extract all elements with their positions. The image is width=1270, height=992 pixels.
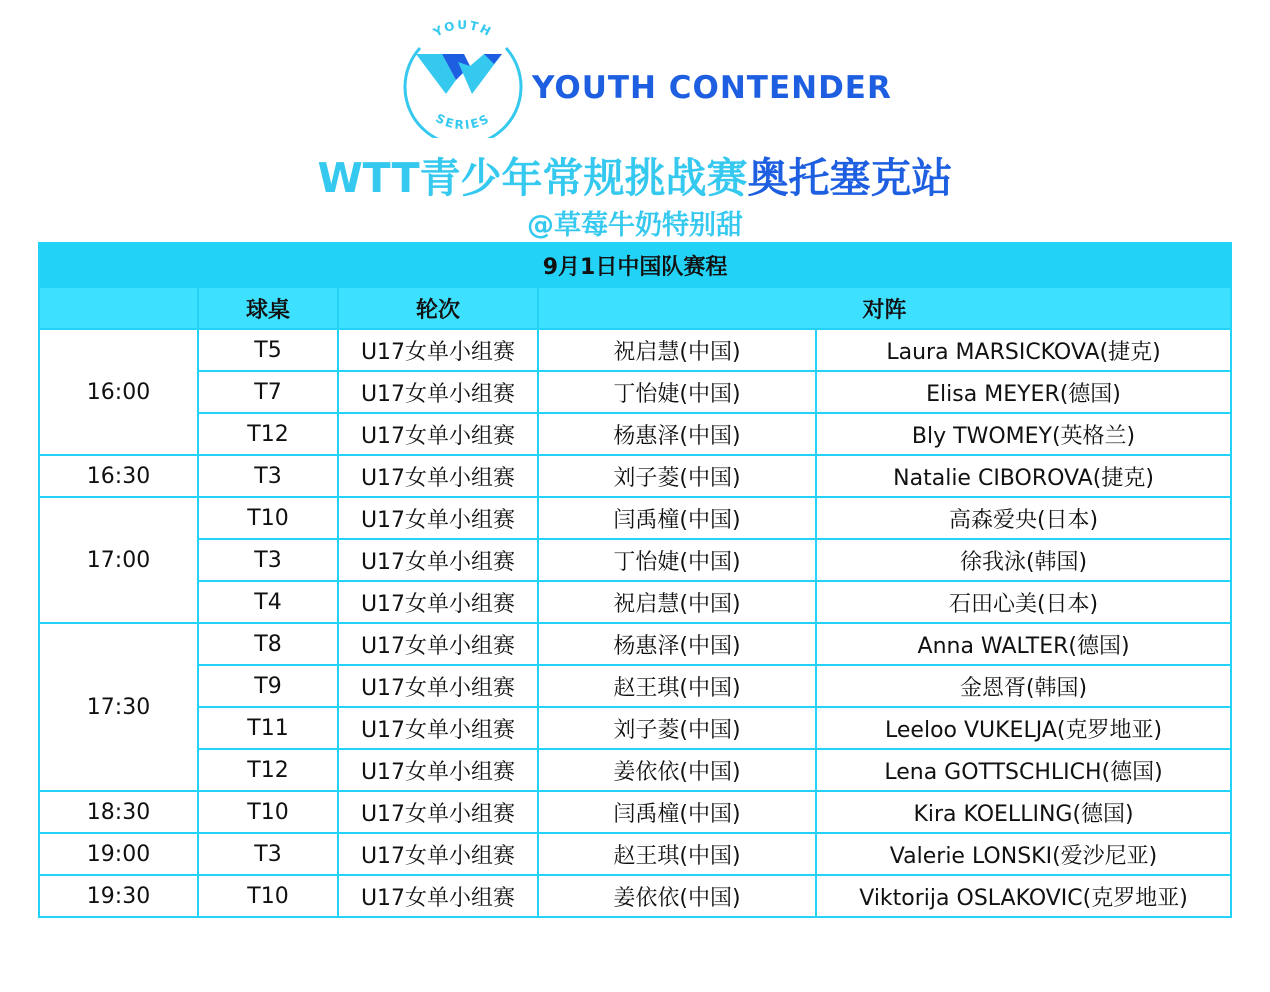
cell-table: T3: [198, 539, 338, 581]
logo-emblem: [398, 8, 528, 138]
cell-player: 祝启慧(中国): [538, 329, 816, 371]
cell-table: T3: [198, 833, 338, 875]
cell-round: U17女单小组赛: [338, 791, 538, 833]
table-row: [39, 833, 1231, 875]
cell-table: T11: [198, 707, 338, 749]
table-row: [39, 539, 1231, 581]
table-row: [39, 623, 1231, 665]
cell-player: 祝启慧(中国): [538, 581, 816, 623]
cell-round: U17女单小组赛: [338, 665, 538, 707]
cell-table: T10: [198, 791, 338, 833]
table-row: [39, 665, 1231, 707]
cell-time: 17:00: [39, 497, 198, 623]
cell-table: T12: [198, 413, 338, 455]
cell-opponent: Anna WALTER(德国): [816, 623, 1231, 665]
header-time: [39, 287, 198, 329]
cell-player: 姜依依(中国): [538, 749, 816, 791]
header-matchup: 对阵: [538, 287, 1231, 329]
table-banner-row: [39, 243, 1231, 287]
cell-opponent: Elisa MEYER(德国): [816, 371, 1231, 413]
cell-opponent: Kira KOELLING(德国): [816, 791, 1231, 833]
logo-wordmark: YOUTH CONTENDER: [532, 70, 892, 106]
cell-player: 杨惠泽(中国): [538, 623, 816, 665]
cell-round: U17女单小组赛: [338, 329, 538, 371]
cell-table: T12: [198, 749, 338, 791]
cell-round: U17女单小组赛: [338, 875, 538, 917]
cell-table: T7: [198, 371, 338, 413]
cell-opponent: 徐我泳(韩国): [816, 539, 1231, 581]
cell-opponent: Valerie LONSKI(爱沙尼亚): [816, 833, 1231, 875]
cell-opponent: Viktorija OSLAKOVIC(克罗地亚): [816, 875, 1231, 917]
cell-table: T9: [198, 665, 338, 707]
header-table: 球桌: [198, 287, 338, 329]
cell-table: T3: [198, 455, 338, 497]
cell-time: 18:30: [39, 791, 198, 833]
author-handle: @草莓牛奶特别甜: [527, 210, 743, 241]
cell-opponent: Leeloo VUKELJA(克罗地亚): [816, 707, 1231, 749]
cell-opponent: Laura MARSICKOVA(捷克): [816, 329, 1231, 371]
cell-table: T4: [198, 581, 338, 623]
cell-player: 赵王琪(中国): [538, 833, 816, 875]
cell-time: 19:30: [39, 875, 198, 917]
cell-player: 丁怡婕(中国): [538, 539, 816, 581]
cell-player: 刘子菱(中国): [538, 455, 816, 497]
table-row: [39, 875, 1231, 917]
cell-table: T10: [198, 875, 338, 917]
table-row: [39, 791, 1231, 833]
cell-player: 杨惠泽(中国): [538, 413, 816, 455]
cell-opponent: 金恩胥(韩国): [816, 665, 1231, 707]
schedule-table: [38, 242, 1232, 918]
table-row: [39, 455, 1231, 497]
table-row: [39, 581, 1231, 623]
title-part-event: WTT青少年常规挑战赛: [317, 154, 748, 202]
cell-time: 16:30: [39, 455, 198, 497]
table-row: [39, 329, 1231, 371]
cell-time: 17:30: [39, 623, 198, 791]
cell-round: U17女单小组赛: [338, 749, 538, 791]
cell-table: T5: [198, 329, 338, 371]
cell-round: U17女单小组赛: [338, 371, 538, 413]
cell-opponent: Bly TWOMEY(英格兰): [816, 413, 1231, 455]
cell-time: 19:00: [39, 833, 198, 875]
cell-opponent: 高森爱央(日本): [816, 497, 1231, 539]
cell-opponent: Natalie CIBOROVA(捷克): [816, 455, 1231, 497]
page-title: [0, 145, 1270, 204]
cell-player: 姜依依(中国): [538, 875, 816, 917]
cell-player: 丁怡婕(中国): [538, 371, 816, 413]
schedule-body: [39, 329, 1231, 917]
cell-round: U17女单小组赛: [338, 623, 538, 665]
table-row: [39, 749, 1231, 791]
cell-player: 闫禹橦(中国): [538, 791, 816, 833]
logo-ring-top-text: YOUTH: [431, 17, 495, 40]
cell-table: T10: [198, 497, 338, 539]
cell-time: 16:00: [39, 329, 198, 455]
header-round: 轮次: [338, 287, 538, 329]
cell-round: U17女单小组赛: [338, 581, 538, 623]
cell-table: T8: [198, 623, 338, 665]
cell-player: 赵王琪(中国): [538, 665, 816, 707]
cell-opponent: Lena GOTTSCHLICH(德国): [816, 749, 1231, 791]
cell-player: 刘子菱(中国): [538, 707, 816, 749]
table-row: [39, 413, 1231, 455]
cell-opponent: 石田心美(日本): [816, 581, 1231, 623]
cell-round: U17女单小组赛: [338, 833, 538, 875]
table-header-row: [39, 287, 1231, 329]
table-row: [39, 371, 1231, 413]
table-banner: 9月1日中国队赛程: [39, 243, 1231, 287]
logo-ring-bottom-text: SERIES: [433, 111, 493, 133]
wtt-youth-contender-logo: [398, 8, 892, 138]
logo-w-icon: [416, 54, 502, 94]
title-part-venue: 奥托塞克站: [747, 154, 953, 202]
table-row: [39, 707, 1231, 749]
table-row: [39, 497, 1231, 539]
cell-round: U17女单小组赛: [338, 413, 538, 455]
cell-player: 闫禹橦(中国): [538, 497, 816, 539]
cell-round: U17女单小组赛: [338, 539, 538, 581]
cell-round: U17女单小组赛: [338, 455, 538, 497]
cell-round: U17女单小组赛: [338, 497, 538, 539]
cell-round: U17女单小组赛: [338, 707, 538, 749]
